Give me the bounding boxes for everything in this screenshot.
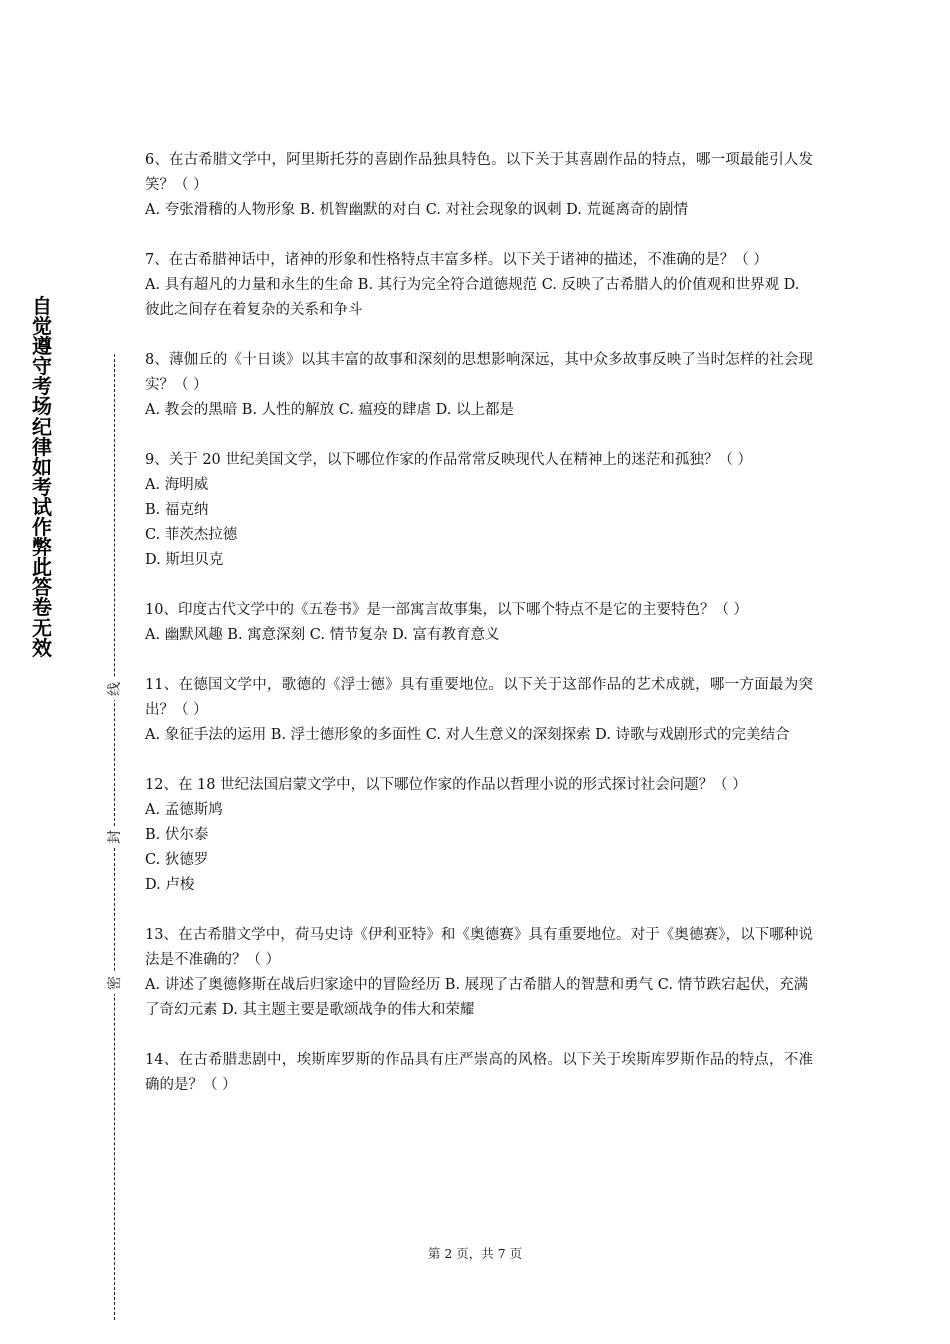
question-option: A. 幽默风趣 B. 寓意深刻 C. 情节复杂 D. 富有教育意义 <box>145 627 500 643</box>
question-option: A. 象征手法的运用 B. 浮士德形象的多面性 C. 对人生意义的深刻探索 D. 诗歌与戏剧形式的完美结合 <box>145 727 790 743</box>
question-option: C. 狄德罗 <box>145 852 209 868</box>
seal-label-line: 线 <box>104 678 126 700</box>
question-stem: 8、薄伽丘的《十日谈》以其丰富的故事和深刻的思想影响深远，其中众多故事反映了当时怎样的社会现实？（ ） <box>145 352 813 393</box>
question-item <box>145 348 813 423</box>
question-option: A. 教会的黑暗 B. 人性的解放 C. 瘟疫的肆虐 D. 以上都是 <box>145 402 515 418</box>
seal-label-secret: 密 <box>104 972 126 994</box>
question-option: D. 斯坦贝克 <box>145 552 224 568</box>
question-item <box>145 448 813 573</box>
question-stem: 13、在古希腊文学中，荷马史诗《伊利亚特》和《奥德赛》具有重要地位。对于《奥德赛》，以下哪种说法是不准确的？（ ） <box>145 927 813 968</box>
question-item <box>145 923 813 1023</box>
question-stem: 11、在德国文学中，歌德的《浮士德》具有重要地位。以下关于这部作品的艺术成就，哪一方面最为突出？（ ） <box>145 677 813 718</box>
question-option: A. 具有超凡的力量和永生的生命 B. 其行为完全符合道德规范 C. 反映了古希腊人的价值观和世界观 D. 彼此之间存在着复杂的关系和争斗 <box>145 277 800 318</box>
seal-label-seal: 封 <box>104 826 126 848</box>
question-option: A. 讲述了奥德修斯在战后归家途中的冒险经历 B. 展现了古希腊人的智慧和勇气 C. 情节跌宕起伏，充满了奇幻元素 D. 其主题主要是歌颂战争的伟大和荣耀 <box>145 977 809 1018</box>
question-option: A. 海明威 <box>145 477 209 493</box>
question-option: D. 卢梭 <box>145 877 195 893</box>
page-footer: 第 2 页，共 7 页 <box>427 1246 523 1261</box>
question-list <box>145 148 813 1123</box>
question-option: C. 菲茨杰拉德 <box>145 527 238 543</box>
question-stem: 9、关于 20 世纪美国文学，以下哪位作家的作品常常反映现代人在精神上的迷茫和孤独？（ ） <box>145 452 752 468</box>
question-item <box>145 598 813 648</box>
question-item <box>145 1048 813 1098</box>
question-item <box>145 148 813 223</box>
question-option: A. 孟德斯鸠 <box>145 802 223 818</box>
question-option: A. 夸张滑稽的人物形象 B. 机智幽默的对白 C. 对社会现象的讽刺 D. 荒诞离奇的剧情 <box>145 202 689 218</box>
margin-notice: 自觉遵守考场纪律如考试作弊此答卷无效 <box>32 294 52 660</box>
question-stem: 7、在古希腊神话中，诸神的形象和性格特点丰富多样。以下关于诸神的描述，不准确的是？（ ） <box>145 252 768 268</box>
question-stem: 6、在古希腊文学中，阿里斯托芬的喜剧作品独具特色。以下关于其喜剧作品的特点，哪一项最能引人发笑？（ ） <box>145 152 813 193</box>
question-stem: 14、在古希腊悲剧中，埃斯库罗斯的作品具有庄严崇高的风格。以下关于埃斯库罗斯作品的特点，不准确的是？（ ） <box>145 1052 813 1093</box>
question-stem: 10、印度古代文学中的《五卷书》是一部寓言故事集，以下哪个特点不是它的主要特色？（ ） <box>145 602 749 618</box>
question-item <box>145 248 813 323</box>
question-item <box>145 673 813 748</box>
question-option: B. 福克纳 <box>145 502 209 518</box>
question-stem: 12、在 18 世纪法国启蒙文学中，以下哪位作家的作品以哲理小说的形式探讨社会问题？（ ） <box>145 777 747 793</box>
question-item <box>145 773 813 898</box>
question-option: B. 伏尔泰 <box>145 827 209 843</box>
